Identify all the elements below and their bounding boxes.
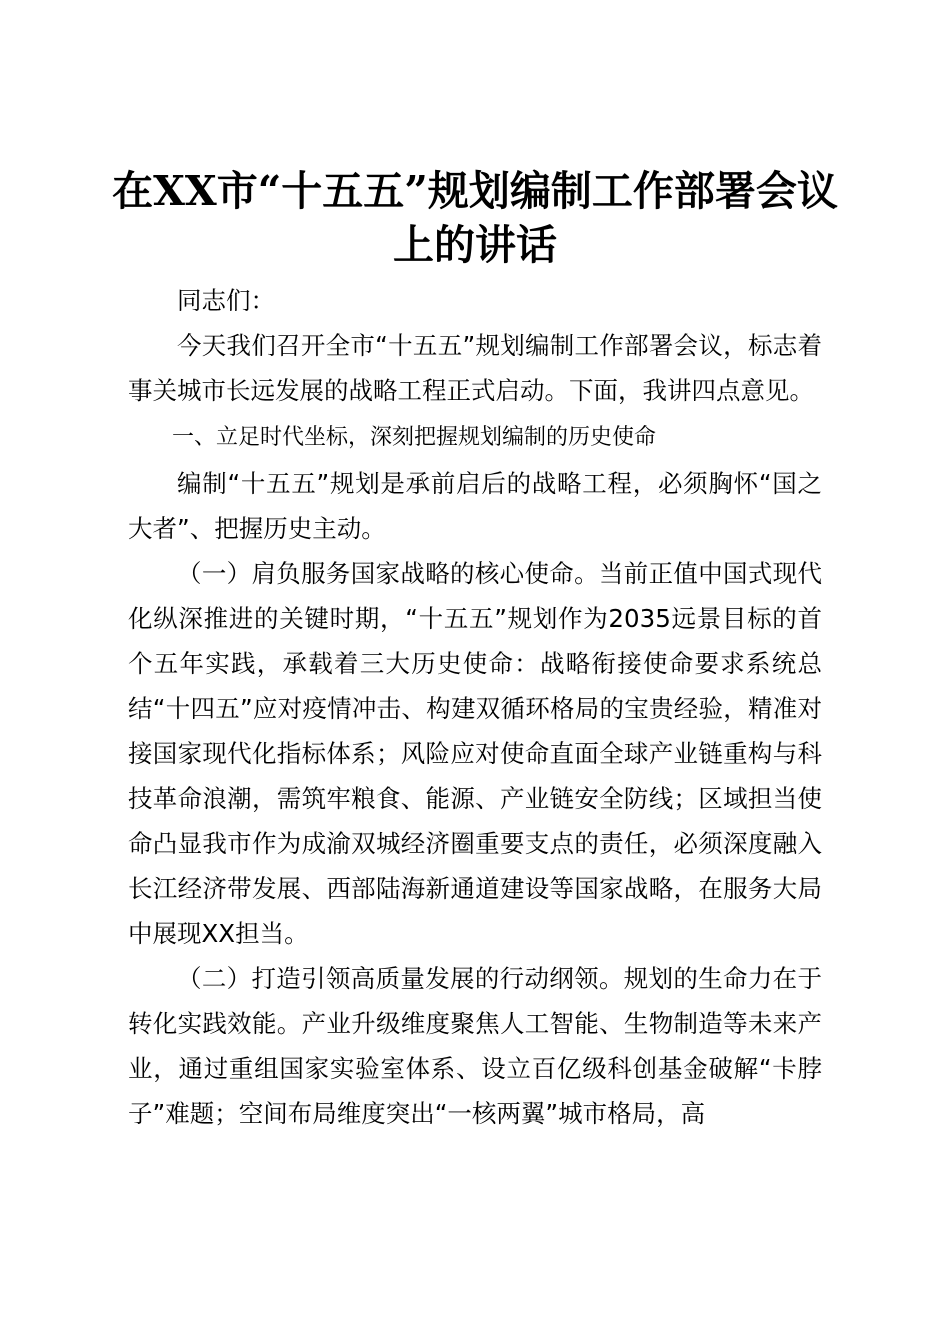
salutation: 同志们： xyxy=(177,286,275,315)
document-body xyxy=(128,278,822,1136)
paragraph-section-1-lead: 编制“十五五”规划是承前启后的战略工程，必须胸怀“国之大者”、把握历史主动。 xyxy=(128,469,822,543)
paragraph-subsection-1: （一）肩负服务国家战略的核心使命。当前正值中国式现代化纵深推进的关键时期，“十五五”规划作为2035远景目标的首个五年实践，承载着三大历史使命：战略衔接使命要求系统总结“十四五”应对疫情冲击、构建双循环格局的宝贵经验，精准对接国家现代化指标体系；风险应对使命直面全球产业链重构与科技革命浪潮，需筑牢粮食、能源、产业链安全防线；区域担当使命凸显我市作为成渝双城经济圈重要支点的责任，必须深度融入长江经济带发展、西部陆海新通道建设等国家战略，在服务大局中展现XX担当。 xyxy=(128,559,822,948)
document-title: 在XX市“十五五”规划编制工作部署会议上的讲话 xyxy=(112,167,838,269)
paragraph-intro: 今天我们召开全市“十五五”规划编制工作部署会议，标志着事关城市长远发展的战略工程正式启动。下面，我讲四点意见。 xyxy=(128,331,822,405)
section-heading-1: 一、立足时代坐标，深刻把握规划编制的历史使命 xyxy=(172,425,657,450)
paragraph-subsection-2: （二）打造引领高质量发展的行动纲领。规划的生命力在于转化实践效能。产业升级维度聚焦人工智能、生物制造等未来产业，通过重组国家实验室体系、设立百亿级科创基金破解“卡脖子”难题；空间布局维度突出“一核两翼”城市格局，高 xyxy=(128,964,822,1128)
